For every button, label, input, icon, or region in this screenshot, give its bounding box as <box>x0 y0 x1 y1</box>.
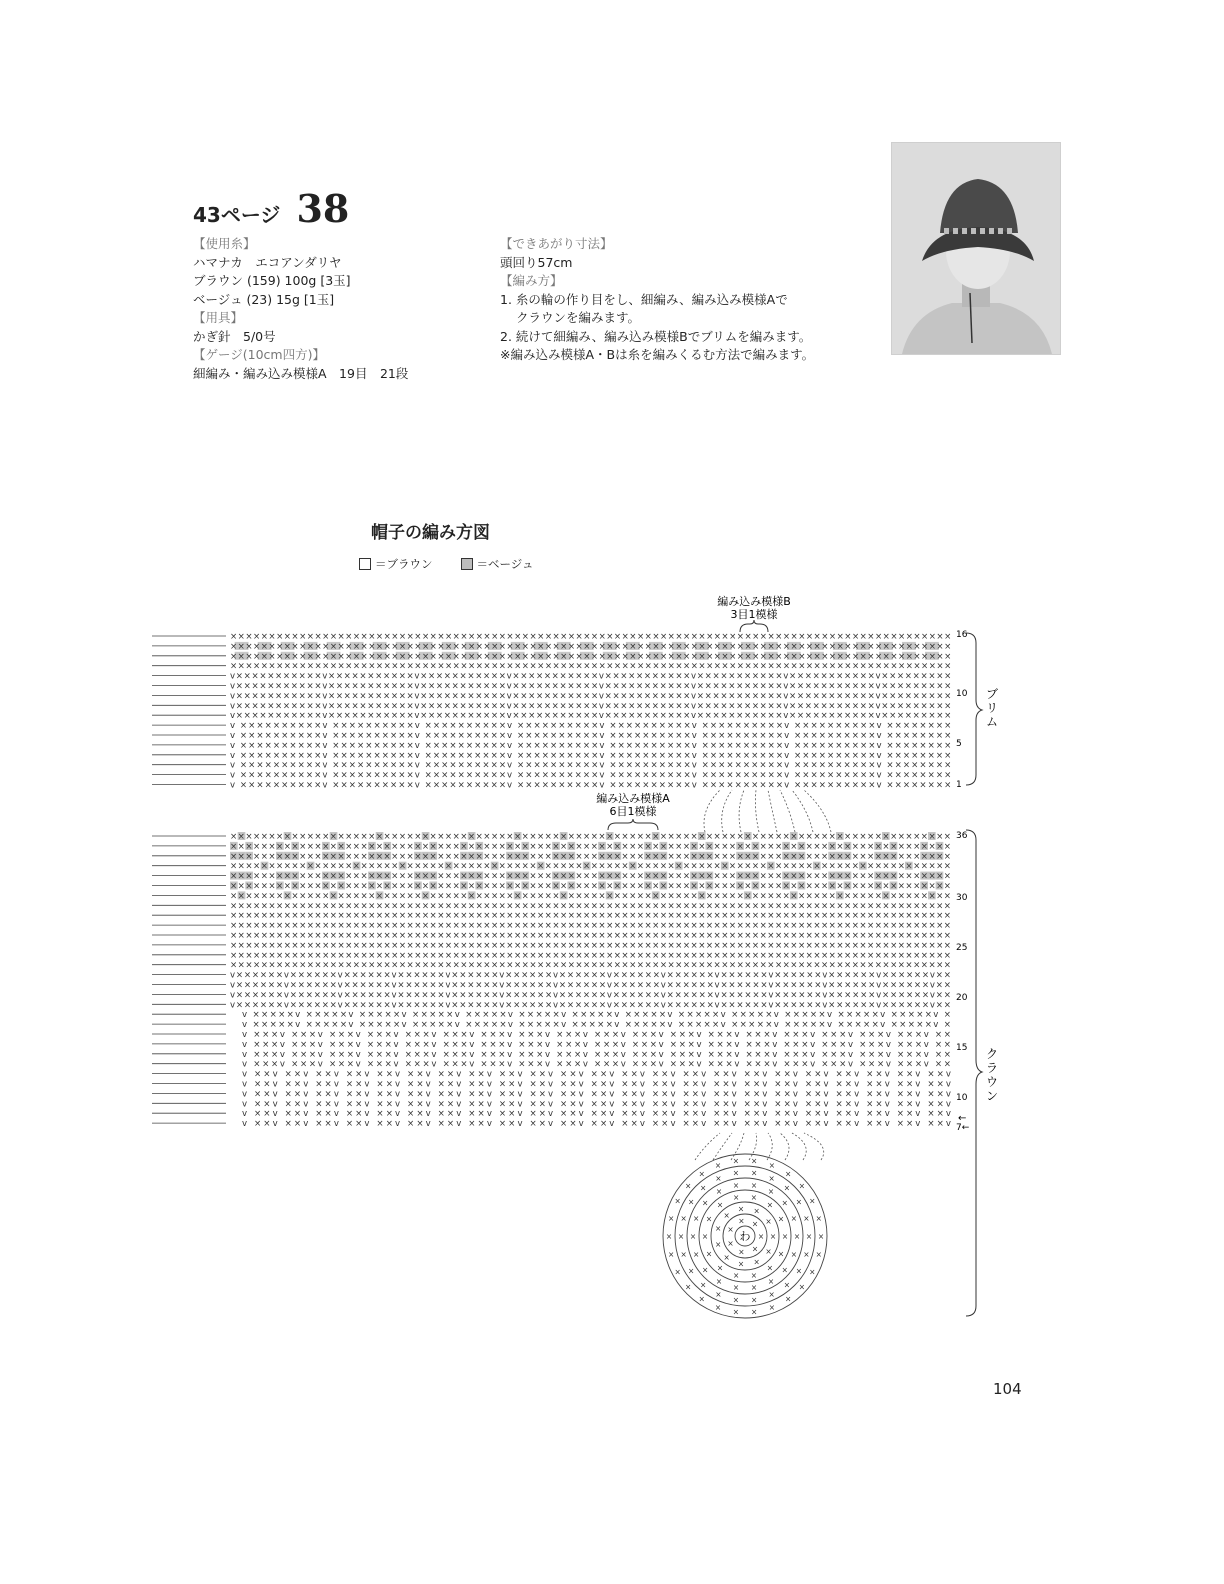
svg-text:v ××v ××v ××v ××v ××v ××v ××v: v ××v ××v ××v ××v ××v ××v ××v ××v ××v ××v ××v ××v ××v ××v ××v ××v ××v ××v ××v ××v ××v ××v ××v <box>242 1119 951 1130</box>
svg-text:×: × <box>768 1303 776 1313</box>
svg-text:×: × <box>705 1249 713 1259</box>
svg-text:×: × <box>714 1239 722 1249</box>
svg-text:×: × <box>732 1193 740 1203</box>
svg-text:××××××××××××××××××××××××××××××: ×××××××××××××××××××××××××××××××××××××××××××××××××××××××××××××××××××××××××××××××××××××××××××××× <box>230 641 952 652</box>
svg-text:××××××××××××××××××××××××××××××: ×××××××××××××××××××××××××××××××××××××××××××××××××××××××××××××××××××××××××××××××××××××××××××××× <box>230 871 951 882</box>
svg-text:×: × <box>732 1180 740 1190</box>
crown-repeat-label: 6目1模様 <box>609 805 657 818</box>
svg-text:×: × <box>714 1160 722 1170</box>
svg-text:×: × <box>751 1244 759 1254</box>
svg-text:v×××××××××××v×××××××××××v×××××: v×××××××××××v×××××××××××v×××××××××××v×××××××××××v×××××××××××v×××××××××××v×××××××××××v××××××××× <box>230 711 951 722</box>
svg-text:×: × <box>815 1213 822 1223</box>
svg-text:×: × <box>809 1267 816 1277</box>
svg-text:×: × <box>688 1197 695 1207</box>
svg-text:×: × <box>768 1290 775 1300</box>
svg-text:×: × <box>793 1232 801 1241</box>
instructions-line: 1. 糸の輪の作り目をし、細編み、編み込み模様Aで <box>500 291 788 307</box>
svg-text:×: × <box>705 1214 713 1224</box>
legend-beige-label: ＝ベージュ <box>476 557 534 571</box>
svg-text:×: × <box>738 1216 745 1226</box>
svg-text:v×××××××××××v×××××××××××v×××××: v×××××××××××v×××××××××××v×××××××××××v×××××××××××v×××××××××××v×××××××××××v×××××××××××v××××××××× <box>230 701 951 712</box>
materials-line: ハマナカ エコアンダリヤ <box>193 254 342 270</box>
svg-text:×: × <box>781 1232 789 1241</box>
svg-text:×: × <box>732 1168 740 1178</box>
svg-text:×: × <box>815 1250 822 1260</box>
materials-line: ブラウン (159) 100g [3玉] <box>193 273 351 288</box>
materials-line: 【使用糸】 <box>193 236 256 251</box>
svg-text:×: × <box>732 1270 740 1280</box>
svg-text:×: × <box>785 1169 792 1179</box>
svg-text:×: × <box>781 1198 788 1208</box>
brim-bracket <box>966 633 982 785</box>
crown-row-36: 36 <box>956 831 968 841</box>
svg-text:××××××××××××××××××××××××××××××: ×××××××××××××××××××××××××××××××××××××××××××××××××××××××××××××××××××××××××××××××××××××××××××××× <box>230 651 952 662</box>
svg-text:×: × <box>715 1290 722 1300</box>
svg-text:×: × <box>809 1196 816 1206</box>
svg-text:×: × <box>750 1193 758 1203</box>
brim-side-label: ブ リ ム <box>986 687 999 729</box>
svg-text:v ××v ××v ××v ××v ××v ××v ××v: v ××v ××v ××v ××v ××v ××v ××v ××v ××v ××v ××v ××v ××v ××v ××v ××v ××v ××v ××v ××v ××v ××v ××v <box>242 1079 951 1090</box>
svg-text:××××××××××××××××××××××××××××××: ×××××××××××××××××××××××××××××××××××××××××××××××××××××××××××××××××××××××××××××××××××××××××××××× <box>230 911 951 922</box>
svg-text:×: × <box>805 1232 813 1241</box>
svg-text:v×××××××××××v×××××××××××v×××××: v×××××××××××v×××××××××××v×××××××××××v×××××××××××v×××××××××××v×××××××××××v×××××××××××v××××××××× <box>230 681 951 692</box>
svg-text:×: × <box>727 1238 734 1248</box>
svg-text:v ××××××××××v ××××××××××v ××××: v ××××××××××v ××××××××××v ××××××××××v ××××××××××v ××××××××××v ××××××××××v ××××××××××v ×××××××× <box>230 770 951 781</box>
brim-brace <box>740 620 768 632</box>
materials-line: かぎ針 5/0号 <box>193 328 276 344</box>
svg-text:×: × <box>698 1169 705 1179</box>
svg-text:×: × <box>767 1186 775 1196</box>
svg-text:×: × <box>684 1181 692 1191</box>
svg-text:×: × <box>699 1280 707 1290</box>
materials-line: 細編み・編み込み模様A 19目 21段 <box>193 365 409 381</box>
svg-text:v ××××××××××v ××××××××××v ××××: v ××××××××××v ××××××××××v ××××××××××v ××××××××××v ××××××××××v ××××××××××v ××××××××××v ×××××××× <box>230 750 951 761</box>
page-reference: 43ページ <box>193 203 281 227</box>
svg-text:×: × <box>692 1249 700 1259</box>
svg-text:×: × <box>765 1247 772 1257</box>
brim-row-16: 16 <box>956 630 968 640</box>
brim-row-1: 1 <box>956 780 962 790</box>
svg-text:×: × <box>689 1232 697 1241</box>
svg-text:×: × <box>751 1307 758 1317</box>
svg-text:v ××××××××××v ××××××××××v ××××: v ××××××××××v ××××××××××v ××××××××××v ××××××××××v ××××××××××v ××××××××××v ××××××××××v ×××××××× <box>230 731 951 741</box>
svg-text:×: × <box>750 1270 758 1280</box>
svg-text:××××××××××××××××××××××××××××××: ×××××××××××××××××××××××××××××××××××××××××××××××××××××××××××××××××××××××××××××××××××××××××××××× <box>230 891 951 902</box>
svg-text:×: × <box>750 1295 758 1305</box>
instructions-line: 頭回り57cm <box>500 254 573 270</box>
svg-text:v ××××××××××v ××××××××××v ××××: v ××××××××××v ××××××××××v ××××××××××v ××××××××××v ××××××××××v ××××××××××v ××××××××××v ×××××××× <box>230 721 951 732</box>
instructions-line: 【編み方】 <box>500 273 563 288</box>
svg-text:××××××××××××××××××××××××××××××: ×××××××××××××××××××××××××××××××××××××××××××××××××××××××××××××××××××××××××××××××××××××××××××××× <box>230 832 951 842</box>
crown-row-10: 10 <box>956 1093 968 1103</box>
svg-text:×: × <box>688 1266 695 1276</box>
svg-text:v××××××v××××××v××××××v××××××v×: v××××××v××××××v××××××v××××××v××××××v××××××v××××××v××××××v××××××v××××××v××××××v××××××v××××××v×× <box>230 980 951 991</box>
svg-text:×: × <box>701 1232 709 1241</box>
svg-text:×: × <box>783 1183 791 1193</box>
brim-repeat-label: 3目1模様 <box>730 608 778 621</box>
crown-row-25: 25 <box>956 943 968 953</box>
svg-text:×: × <box>785 1294 792 1304</box>
materials-line: 【ゲージ(10cm四方)】 <box>193 347 325 362</box>
svg-text:×: × <box>680 1250 687 1260</box>
svg-text:×: × <box>737 1259 745 1269</box>
svg-text:×: × <box>684 1282 692 1292</box>
svg-text:×: × <box>795 1266 802 1276</box>
svg-text:v ×××××v ×××××v ×××××v ×××××v: v ×××××v ×××××v ×××××v ×××××v ×××××v ×××××v ×××××v ×××××v ×××××v ×××××v ×××××v ×××××v ×××××v × <box>242 1010 952 1021</box>
svg-text:v××××××v××××××v××××××v××××××v×: v××××××v××××××v××××××v××××××v××××××v××××××v××××××v××××××v××××××v××××××v××××××v××××××v××××××v×× <box>230 990 951 1001</box>
brim-row-5: 5 <box>956 739 962 749</box>
svg-text:×: × <box>715 1277 723 1287</box>
crown-row-30: 30 <box>956 893 968 903</box>
svg-text:v ××v ××v ××v ××v ××v ××v ××v: v ××v ××v ××v ××v ××v ××v ××v ××v ××v ××v ××v ××v ××v ××v ××v ××v ××v ××v ××v ××v ××v ××v ××v <box>242 1089 951 1100</box>
svg-text:v ×××v ×××v ×××v ×××v ×××v ×××: v ×××v ×××v ×××v ×××v ×××v ×××v ×××v ×××v ×××v ×××v ×××v ×××v ×××v ×××v ×××v ×××v ×××v ×××v ×× <box>242 1039 951 1050</box>
materials-line: 【用具】 <box>193 310 244 325</box>
svg-text:×: × <box>716 1263 724 1273</box>
svg-text:××××××××××××××××××××××××××××××: ×××××××××××××××××××××××××××××××××××××××××××××××××××××××××××××××××××××××××××××××××××××××××××××× <box>230 960 951 971</box>
svg-text:×: × <box>803 1213 810 1223</box>
svg-text:v×××××××××××v×××××××××××v×××××: v×××××××××××v×××××××××××v×××××××××××v×××××××××××v×××××××××××v×××××××××××v×××××××××××v××××××××× <box>230 671 951 682</box>
svg-text:××××××××××××××××××××××××××××××: ×××××××××××××××××××××××××××××××××××××××××××××××××××××××××××××××××××××××××××××××××××××××××××××× <box>230 851 951 862</box>
brim-row-10: 10 <box>956 689 968 699</box>
row-lead-lines <box>152 636 226 1123</box>
svg-text:×: × <box>753 1257 760 1267</box>
legend-brown-label: ＝ブラウン <box>375 557 433 571</box>
svg-text:×: × <box>768 1160 776 1170</box>
svg-text:×: × <box>732 1295 740 1305</box>
svg-text:×: × <box>766 1200 774 1210</box>
svg-text:×: × <box>668 1213 675 1223</box>
crown-pattern-label: 編み込み模様A <box>596 792 670 805</box>
svg-text:×: × <box>781 1265 788 1275</box>
svg-text:××××××××××××××××××××××××××××××: ×××××××××××××××××××××××××××××××××××××××××××××××××××××××××××××××××××××××××××××××××××××××××××××× <box>230 940 951 951</box>
page-number: 104 <box>993 1380 1022 1398</box>
instructions-line: ※編み込み模様A・Bは糸を編みくるむ方法で編みます。 <box>500 347 815 362</box>
svg-text:v ××v ××v ××v ××v ××v ××v ××v: v ××v ××v ××v ××v ××v ××v ××v ××v ××v ××v ××v ××v ××v ××v ××v ××v ××v ××v ××v ××v ××v ××v ××v <box>242 1109 951 1120</box>
crown-brace <box>608 819 658 830</box>
svg-text:×: × <box>674 1267 681 1277</box>
svg-text:××××××××××××××××××××××××××××××: ×××××××××××××××××××××××××××××××××××××××××××××××××××××××××××××××××××××××××××××××××××××××××××××× <box>230 931 951 941</box>
svg-text:v ××××××××××v ××××××××××v ××××: v ××××××××××v ××××××××××v ××××××××××v ××××××××××v ××××××××××v ××××××××××v ××××××××××v ×××××××× <box>230 780 951 791</box>
svg-text:×: × <box>732 1156 739 1166</box>
svg-text:v×××××××××××v×××××××××××v×××××: v×××××××××××v×××××××××××v×××××××××××v×××××××××××v×××××××××××v×××××××××××v×××××××××××v××××××××× <box>230 691 951 702</box>
svg-text:×: × <box>803 1250 810 1260</box>
materials-line: ベージュ (23) 15g [1玉] <box>193 291 335 307</box>
svg-text:v××××××v××××××v××××××v××××××v×: v××××××v××××××v××××××v××××××v××××××v××××××v××××××v××××××v××××××v××××××v××××××v××××××v××××××v×× <box>230 1000 951 1011</box>
svg-text:××××××××××××××××××××××××××××××: ×××××××××××××××××××××××××××××××××××××××××××××××××××××××××××××××××××××××××××××××××××××××××××××× <box>230 861 951 872</box>
svg-text:v ××××××××××v ××××××××××v ××××: v ××××××××××v ××××××××××v ××××××××××v ××××××××××v ××××××××××v ××××××××××v ××××××××××v ×××××××× <box>230 740 951 751</box>
svg-text:××××××××××××××××××××××××××××××: ×××××××××××××××××××××××××××××××××××××××××××××××××××××××××××××××××××××××××××××××××××××××××××××× <box>230 921 951 932</box>
svg-text:×: × <box>783 1280 791 1290</box>
svg-text:×: × <box>769 1232 777 1241</box>
svg-text:×: × <box>732 1307 739 1317</box>
svg-text:×: × <box>723 1210 730 1220</box>
svg-text:×: × <box>699 1183 707 1193</box>
instructions-line: クラウンを編みます。 <box>516 310 641 325</box>
svg-text:×: × <box>817 1232 825 1241</box>
svg-text:×: × <box>751 1156 758 1166</box>
svg-text:×: × <box>750 1180 758 1190</box>
crown-bracket <box>966 830 982 1316</box>
svg-text:×: × <box>790 1214 798 1224</box>
svg-text:×: × <box>680 1213 687 1223</box>
instructions-line: 2. 続けて細編み、編み込み模様Bでブリムを編みます。 <box>500 328 812 344</box>
svg-text:×: × <box>777 1214 785 1224</box>
svg-text:×: × <box>702 1265 709 1275</box>
svg-text:×: × <box>714 1224 722 1234</box>
svg-text:×: × <box>715 1173 722 1183</box>
svg-text:v ××v ××v ××v ××v ××v ××v ××v: v ××v ××v ××v ××v ××v ××v ××v ××v ××v ××v ××v ××v ××v ××v ××v ××v ××v ××v ××v ××v ××v ××v ××v <box>242 1099 951 1110</box>
svg-text:v ××××××××××v ××××××××××v ××××: v ××××××××××v ××××××××××v ××××××××××v ××××××××××v ××××××××××v ××××××××××v ××××××××××v ×××××××× <box>230 760 951 771</box>
svg-text:×: × <box>692 1214 700 1224</box>
svg-text:×: × <box>727 1225 734 1235</box>
crown-row-20: 20 <box>956 993 968 1003</box>
svg-text:×: × <box>750 1283 758 1293</box>
svg-text:v ×××v ×××v ×××v ×××v ×××v ×××: v ×××v ×××v ×××v ×××v ×××v ×××v ×××v ×××v ×××v ×××v ×××v ×××v ×××v ×××v ×××v ×××v ×××v ×××v ×× <box>242 1059 951 1070</box>
brim-chart <box>230 632 951 791</box>
svg-text:××××××××××××××××××××××××××××××: ×××××××××××××××××××××××××××××××××××××××××××××××××××××××××××××××××××××××××××××××××××××××××××××× <box>230 950 951 961</box>
svg-text:××××××××××××××××××××××××××××××: ×××××××××××××××××××××××××××××××××××××××××××××××××××××××××××××××××××××××××××××××××××××××××××××× <box>230 901 951 912</box>
svg-text:×: × <box>715 1186 723 1196</box>
svg-text:×: × <box>795 1197 802 1207</box>
diagram-title: 帽子の編み方図 <box>371 523 490 543</box>
svg-text:××××××××××××××××××××××××××××××: ×××××××××××××××××××××××××××××××××××××××××××××××××××××××××××××××××××××××××××××××××××××××××××××× <box>230 632 952 642</box>
svg-text:×: × <box>702 1198 709 1208</box>
magic-ring-label: わ <box>739 1230 751 1243</box>
svg-text:×: × <box>668 1250 675 1260</box>
svg-text:v ×××××v ×××××v ×××××v ×××××v: v ×××××v ×××××v ×××××v ×××××v ×××××v ×××××v ×××××v ×××××v ×××××v ×××××v ×××××v ×××××v ×××××v × <box>242 1020 952 1031</box>
svg-text:×: × <box>765 1216 772 1226</box>
instructions-line: 【できあがり寸法】 <box>500 236 613 251</box>
svg-text:v ×××v ×××v ×××v ×××v ×××v ×××: v ×××v ×××v ×××v ×××v ×××v ×××v ×××v ×××v ×××v ×××v ×××v ×××v ×××v ×××v ×××v ×××v ×××v ×××v ×× <box>242 1030 951 1040</box>
crown-chart <box>230 832 951 1129</box>
svg-text:×: × <box>767 1277 775 1287</box>
svg-text:×: × <box>698 1294 705 1304</box>
svg-text:×: × <box>798 1282 806 1292</box>
brim-pattern-label: 編み込み模様B <box>717 595 791 608</box>
svg-text:×: × <box>751 1219 759 1229</box>
svg-text:×: × <box>777 1249 785 1259</box>
pattern-number: 38 <box>296 186 350 231</box>
svg-text:×: × <box>768 1173 775 1183</box>
crown-side-label: ク ラ ウ ン <box>986 1047 999 1103</box>
svg-text:×: × <box>677 1232 685 1241</box>
svg-text:×: × <box>723 1253 730 1263</box>
svg-text:××××××××××××××××××××××××××××××: ×××××××××××××××××××××××××××××××××××××××××××××××××××××××××××××××××××××××××××××××××××××××××××××× <box>230 841 951 852</box>
svg-text:×: × <box>750 1168 758 1178</box>
svg-text:××××××××××××××××××××××××××××××: ×××××××××××××××××××××××××××××××××××××××××××××××××××××××××××××××××××××××××××××××××××××××××××××× <box>230 881 951 892</box>
svg-text:×: × <box>714 1303 722 1313</box>
svg-text:×: × <box>790 1249 798 1259</box>
crown-row-15: 15 <box>956 1043 968 1053</box>
svg-text:××××××××××××××××××××××××××××××: ×××××××××××××××××××××××××××××××××××××××××××××××××××××××××××××××××××××××××××××××××××××××××××××× <box>230 661 952 672</box>
svg-text:v ××v ××v ××v ××v ××v ××v ××v: v ××v ××v ××v ××v ××v ××v ××v ××v ××v ××v ××v ××v ××v ××v ××v ××v ××v ××v ××v ××v ××v ××v ××v <box>242 1069 951 1080</box>
svg-text:×: × <box>674 1196 681 1206</box>
svg-text:×: × <box>738 1247 745 1257</box>
svg-text:×: × <box>732 1283 740 1293</box>
start-arrow: ← <box>958 1113 967 1124</box>
svg-text:×: × <box>716 1200 724 1210</box>
svg-text:×: × <box>753 1206 760 1216</box>
svg-text:×: × <box>798 1181 806 1191</box>
crown-row-7: 7← <box>956 1123 970 1133</box>
svg-text:v××××××v××××××v××××××v××××××v×: v××××××v××××××v××××××v××××××v××××××v××××××v××××××v××××××v××××××v××××××v××××××v××××××v××××××v×× <box>230 970 951 981</box>
svg-text:×: × <box>665 1232 673 1241</box>
svg-text:×: × <box>757 1232 765 1241</box>
svg-text:×: × <box>737 1204 745 1214</box>
svg-text:×: × <box>766 1263 774 1273</box>
svg-text:v ×××v ×××v ×××v ×××v ×××v ×××: v ×××v ×××v ×××v ×××v ×××v ×××v ×××v ×××v ×××v ×××v ×××v ×××v ×××v ×××v ×××v ×××v ×××v ×××v ×× <box>242 1049 951 1060</box>
